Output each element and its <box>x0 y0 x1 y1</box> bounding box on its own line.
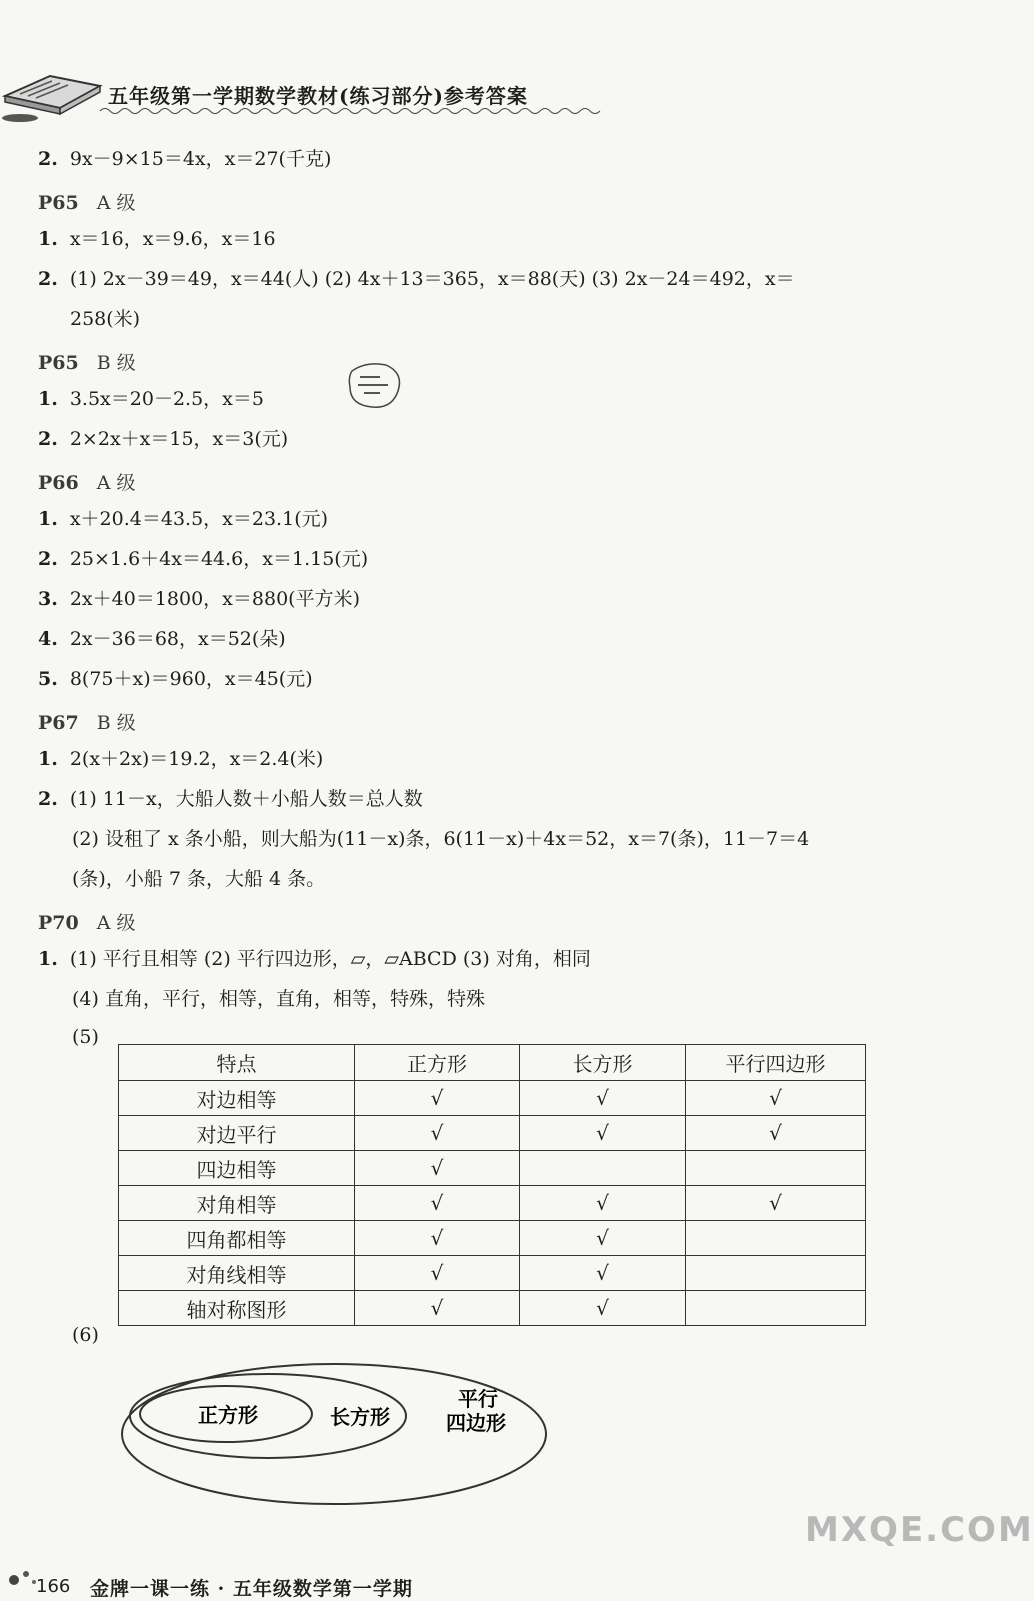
table-cell: 对角相等 <box>119 1186 355 1221</box>
answer-line: 1. x＝16，x＝9.6，x＝16 <box>38 228 276 250</box>
table-cell: √ <box>355 1081 520 1116</box>
table-row <box>119 1116 866 1151</box>
section-heading: P66 A 级 <box>38 472 136 494</box>
answer-line: 4. 2x－36＝68，x＝52(朵) <box>38 628 286 650</box>
table-cell <box>686 1256 866 1291</box>
table-cell: 四边相等 <box>119 1151 355 1186</box>
table-row <box>119 1221 866 1256</box>
answer-line: 1. 2(x＋2x)＝19.2，x＝2.4(米) <box>38 748 324 770</box>
section-heading: P65 B 级 <box>38 352 136 374</box>
header-underline <box>100 106 600 116</box>
table-cell: 对角线相等 <box>119 1256 355 1291</box>
table-header: 长方形 <box>520 1045 686 1081</box>
answer-line: 5. 8(75＋x)＝960，x＝45(元) <box>38 668 313 690</box>
answer-line: 1. x＋20.4＝43.5，x＝23.1(元) <box>38 508 329 530</box>
venn-outer-label-2: 四边形 <box>446 1411 506 1435</box>
section-heading: P67 B 级 <box>38 712 136 734</box>
table-row <box>119 1081 866 1116</box>
table-cell <box>686 1291 866 1326</box>
subitem-label: (5) <box>72 1026 99 1048</box>
answer-line: 2. (1) 11－x，大船人数＋小船人数＝总人数 <box>38 788 423 810</box>
venn-diagram <box>118 1380 558 1510</box>
table-cell: √ <box>355 1256 520 1291</box>
table-cell: √ <box>686 1186 866 1221</box>
table-cell <box>686 1221 866 1256</box>
table-cell: √ <box>355 1186 520 1221</box>
table-cell: 四角都相等 <box>119 1221 355 1256</box>
table-row <box>119 1256 866 1291</box>
table-cell: √ <box>686 1081 866 1116</box>
table-cell: √ <box>355 1116 520 1151</box>
answer-line: 1. 3.5x＝20－2.5，x＝5 <box>38 388 264 410</box>
venn-middle-label: 长方形 <box>330 1405 390 1429</box>
table-header: 平行四边形 <box>686 1045 866 1081</box>
footer-title: 金牌一课一练 · 五年级数学第一学期 <box>90 1578 413 1600</box>
table-cell: √ <box>520 1081 686 1116</box>
watermark: MXQE.COM <box>805 1510 1034 1550</box>
properties-table <box>118 1044 866 1326</box>
section-heading: P70 A 级 <box>38 912 136 934</box>
table-cell: √ <box>520 1221 686 1256</box>
page-number: 166 <box>36 1576 71 1597</box>
subitem-label: (6) <box>72 1324 99 1346</box>
answer-line: 1. (1) 平行且相等 (2) 平行四边形，▱，▱ABCD (3) 对角，相同 <box>38 948 591 970</box>
table-cell: √ <box>355 1151 520 1186</box>
table-cell: 对边相等 <box>119 1081 355 1116</box>
answer-line: 2. 2×2x＋x＝15，x＝3(元) <box>38 428 289 450</box>
page-title: 五年级第一学期数学教材(练习部分)参考答案 <box>108 84 528 108</box>
answer-line: 2. 25×1.6＋4x＝44.6，x＝1.15(元) <box>38 548 369 570</box>
table-cell: √ <box>686 1116 866 1151</box>
table-cell: √ <box>355 1221 520 1256</box>
table-cell: √ <box>355 1291 520 1326</box>
table-cell: √ <box>520 1291 686 1326</box>
answer-line-cont: 258(米) <box>70 308 141 330</box>
venn-outer-label-1: 平行 <box>458 1387 498 1411</box>
venn-inner-label: 正方形 <box>198 1403 258 1427</box>
book-icon <box>0 56 110 126</box>
answer-line-cont: (4) 直角，平行，相等，直角，相等，特殊，特殊 <box>72 988 485 1010</box>
table-header: 特点 <box>119 1045 355 1081</box>
table-cell: √ <box>520 1116 686 1151</box>
stamp-icon <box>346 361 404 411</box>
answer-line: 2. (1) 2x－39＝49，x＝44(人) (2) 4x＋13＝365，x＝88(天) (3) 2x－24＝492，x＝ <box>38 268 795 290</box>
answer-line-cont: (2) 设租了 x 条小船，则大船为(11－x)条，6(11－x)＋4x＝52，x＝7(条)，11－7＝4 <box>72 828 810 850</box>
table-cell <box>520 1151 686 1186</box>
section-heading: P65 A 级 <box>38 192 136 214</box>
answer-line: 2. 9x－9×15＝4x，x＝27(千克) <box>38 148 332 170</box>
table-cell: √ <box>520 1256 686 1291</box>
table-cell: 轴对称图形 <box>119 1291 355 1326</box>
answer-line: 3. 2x＋40＝1800，x＝880(平方米) <box>38 588 360 610</box>
answer-line-cont: (条)，小船 7 条，大船 4 条。 <box>72 868 326 890</box>
table-row <box>119 1186 866 1221</box>
table-cell: √ <box>520 1186 686 1221</box>
table-cell: 对边平行 <box>119 1116 355 1151</box>
table-header-row <box>119 1045 866 1081</box>
table-row <box>119 1291 866 1326</box>
table-row <box>119 1151 866 1186</box>
table-cell <box>686 1151 866 1186</box>
table-header: 正方形 <box>355 1045 520 1081</box>
